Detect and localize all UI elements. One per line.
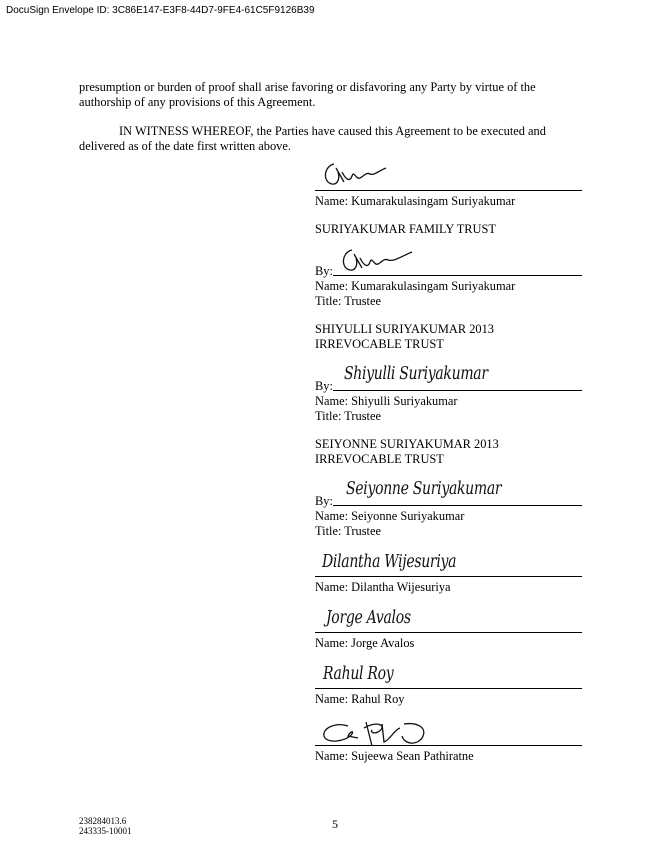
signature-line <box>315 688 582 689</box>
signature-sujeewa <box>318 718 430 748</box>
signer-name: Name: Jorge Avalos <box>315 636 415 650</box>
signature-line <box>315 190 582 191</box>
document-id-line1: 238284013.6 <box>79 816 127 826</box>
signer-title: Title: Trustee <box>315 524 381 538</box>
signature-line <box>333 390 582 391</box>
signer-name: Name: Kumarakulasingam Suriyakumar <box>315 279 516 293</box>
witness-text: IN WITNESS WHEREOF, the Parties have caused this Agreement to be executed and delivered as of the date first written above. <box>79 124 546 153</box>
signer-name: Name: Rahul Roy <box>315 692 405 706</box>
signer-name: Name: Dilantha Wijesuriya <box>315 580 451 594</box>
entity-name: SURIYAKUMAR FAMILY TRUST <box>315 222 496 236</box>
by-label: By: <box>315 264 333 278</box>
signature-kumarakulasingam-trustee <box>338 246 418 274</box>
envelope-id: DocuSign Envelope ID: 3C86E147-E3F8-44D7-9FE4-61C5F9126B39 <box>6 5 315 16</box>
entity-name-line2: IRREVOCABLE TRUST <box>315 337 444 351</box>
paragraph-witness <box>79 124 584 154</box>
signature-line <box>315 632 582 633</box>
handwritten-signature: Jorge Avalos <box>326 608 411 628</box>
handwritten-signature: Dilantha Wijesuriya <box>322 552 457 572</box>
signer-name: Name: Seiyonne Suriyakumar <box>315 509 465 523</box>
paragraph-presumption: presumption or burden of proof shall arise favoring or disfavoring any Party by virtue of the authorship of any provisions of this Agreement. <box>79 80 536 109</box>
by-label: By: <box>315 494 333 508</box>
entity-name-line1: SHIYULLI SURIYAKUMAR 2013 <box>315 322 494 336</box>
handwritten-signature: Rahul Roy <box>323 664 394 684</box>
document-id <box>79 816 132 836</box>
signature-line <box>315 576 582 577</box>
signature-kumarakulasingam <box>320 158 390 190</box>
entity-name-line1: SEIYONNE SURIYAKUMAR 2013 <box>315 437 499 451</box>
signature-line <box>315 745 582 746</box>
signature-line <box>333 505 582 506</box>
page-number: 5 <box>332 817 338 831</box>
signer-name: Name: Sujeewa Sean Pathiratne <box>315 749 474 763</box>
signer-name: Name: Kumarakulasingam Suriyakumar <box>315 194 516 208</box>
signer-name: Name: Shiyulli Suriyakumar <box>315 394 458 408</box>
signature-line <box>333 275 582 276</box>
handwritten-signature: Shiyulli Suriyakumar <box>344 364 488 384</box>
by-label: By: <box>315 379 333 393</box>
entity-name-line2: IRREVOCABLE TRUST <box>315 452 444 466</box>
signer-title: Title: Trustee <box>315 294 381 308</box>
document-id-line2: 243335-10001 <box>79 826 132 836</box>
handwritten-signature: Seiyonne Suriyakumar <box>346 479 502 499</box>
signer-title: Title: Trustee <box>315 409 381 423</box>
